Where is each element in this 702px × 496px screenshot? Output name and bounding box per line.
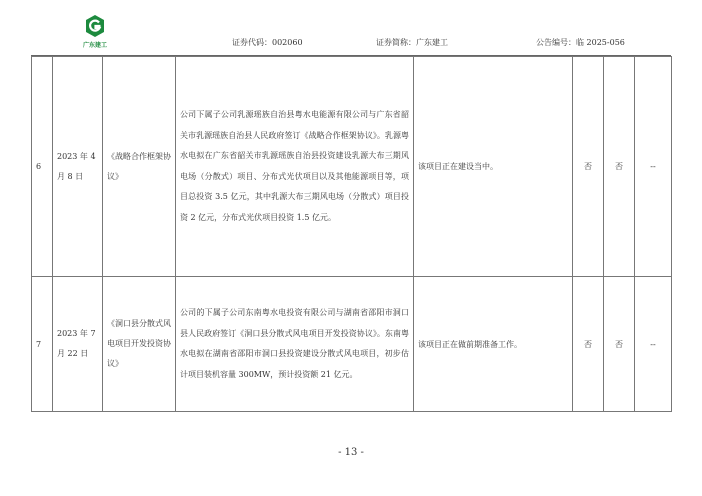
page-number: - 13 - — [338, 447, 364, 458]
agreements-table — [31, 56, 672, 412]
company-logo — [76, 14, 114, 54]
agreement-description: 公司下属子公司乳源瑶族自治县粤水电能源有限公司与广东省韶关市乳源瑶族自治县人民政府签订《战略合作框架协议》。乳源粤水电拟在广东省韶关市乳源瑶族自治县投资建设乳源大布三期风电场（分散式）项目、分布式光伏项目以及其他能源项目等，项目总投资 3.5 亿元，其中乳源大布三期风电场（分散式）项目投资 2 亿元，分布式光伏项目投资 1.5 亿元。 — [176, 57, 414, 277]
flag-cell: -- — [635, 277, 672, 412]
table-row — [32, 277, 672, 412]
company-logo-icon — [84, 14, 106, 38]
flag-cell: 否 — [604, 277, 635, 412]
agreement-description: 公司的下属子公司东南粤水电投资有限公司与湖南省邵阳市洞口县人民政府签订《洞口县分散式风电项目开发投资协议》。东南粤水电拟在湖南省邵阳市洞口县投资建设分散式风电项目，初步估计项目装机容量 300MW，预计投资额 21 亿元。 — [176, 277, 414, 412]
row-index: 7 — [32, 277, 53, 412]
page-header — [0, 0, 702, 56]
row-index: 6 — [32, 57, 53, 277]
project-status: 该项目正在做前期准备工作。 — [414, 277, 573, 412]
agreement-name: 《战略合作框架协议》 — [103, 57, 176, 277]
notice-number: 公告编号：临 2025-056 — [536, 38, 625, 47]
flag-cell: -- — [635, 57, 672, 277]
stock-short-name: 证券简称：广东建工 — [376, 38, 448, 47]
logo-text: 广东建工 — [82, 42, 107, 49]
flag-cell: 否 — [573, 57, 604, 277]
flag-cell: 否 — [573, 277, 604, 412]
stock-code: 证券代码：002060 — [232, 38, 303, 47]
flag-cell: 否 — [604, 57, 635, 277]
project-status: 该项目正在建设当中。 — [414, 57, 573, 277]
table-row — [32, 57, 672, 277]
agreement-date: 2023 年 4 月 8 日 — [53, 57, 103, 277]
agreement-date: 2023 年 7 月 22 日 — [53, 277, 103, 412]
agreement-name: 《洞口县分散式风电项目开发投资协议》 — [103, 277, 176, 412]
